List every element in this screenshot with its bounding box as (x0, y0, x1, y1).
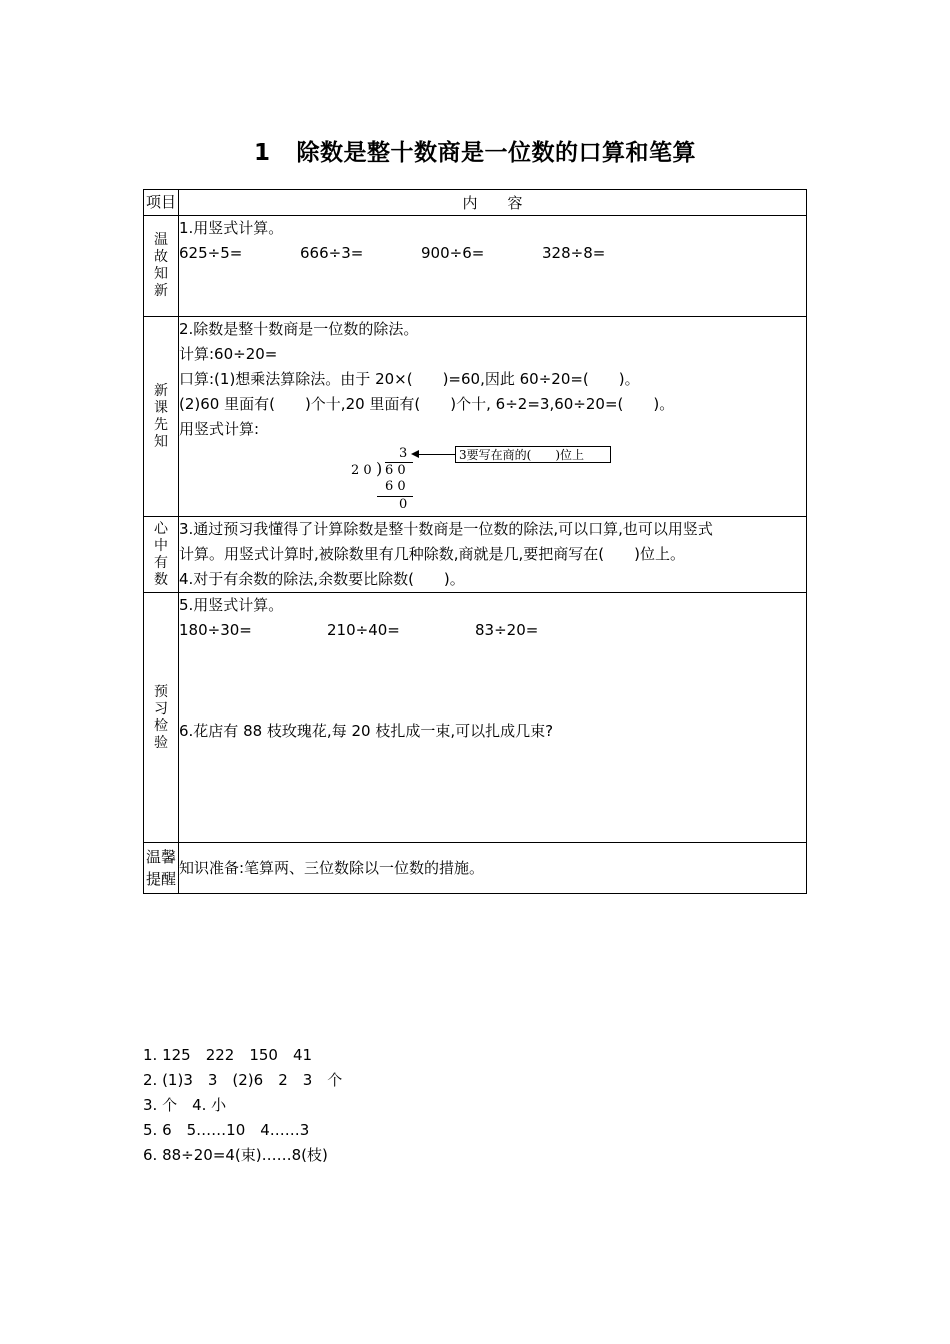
division-bracket: ) (376, 459, 383, 478)
answer-line: 5. 6 5……10 4……3 (143, 1121, 310, 1139)
question-6: 6.花店有 88 枝玫瑰花,每 20 枝扎成一束,可以扎成几束? (179, 722, 554, 740)
row-content (179, 517, 807, 593)
expressions-1 (179, 241, 806, 266)
expressions-5 (179, 618, 806, 643)
table-row (144, 317, 807, 517)
header-item: 项目 (144, 190, 179, 216)
table-row (144, 593, 807, 843)
callout-box: 3要写在商的( )位上 (455, 446, 611, 463)
row-label-text: 新课先知 (154, 382, 168, 450)
answer-line: 6. 88÷20=4(束)……8(枝) (143, 1146, 328, 1164)
remainder: 0 (399, 497, 408, 512)
expr: 900÷6= (421, 244, 485, 262)
answer-key (143, 1043, 342, 1168)
expr: 328÷8= (542, 244, 606, 262)
question-2-oral: 口算:(1)想乘法算除法。由于 20×( )=60,因此 60÷20=( )。 (179, 370, 640, 388)
table-row (144, 517, 807, 593)
answer-line: 1. 125 222 150 41 (143, 1046, 313, 1064)
arrow-line (417, 454, 455, 455)
row-label (144, 517, 179, 593)
row-label-text: 温馨提醒 (145, 848, 176, 888)
title-number: 1 (253, 140, 271, 166)
expr: 666÷3= (300, 244, 364, 262)
question-2-vertical: 用竖式计算: (179, 420, 260, 438)
expr: 83÷20= (475, 621, 539, 639)
question-5: 5.用竖式计算。 (179, 596, 284, 614)
question-3b: 计算。用竖式计算时,被除数里有几种除数,商就是几,要把商写在( )位上。 (179, 545, 686, 563)
answer-line: 2. (1)3 3 (2)6 2 3 个 (143, 1071, 343, 1089)
dividend: 6 0 (385, 463, 406, 478)
lesson-table (143, 189, 807, 894)
row-label-text: 心中有数 (154, 520, 168, 588)
row-label (144, 216, 179, 317)
row-content (179, 843, 807, 894)
row-label (144, 843, 179, 894)
product: 6 0 (385, 479, 406, 494)
long-division-figure (349, 444, 789, 516)
table-row (144, 843, 807, 894)
row-content (179, 317, 807, 517)
expr: 625÷5= (179, 244, 243, 262)
table-row (144, 216, 807, 317)
reminder-text: 知识准备:笔算两、三位数除以一位数的措施。 (179, 858, 485, 877)
answer-line: 3. 个 4. 小 (143, 1096, 227, 1114)
subtraction-line (377, 496, 413, 497)
divisor: 2 0 (351, 463, 372, 478)
row-label (144, 593, 179, 843)
question-1: 1.用竖式计算。 (179, 219, 284, 237)
row-content (179, 593, 807, 843)
row-label-text: 温故知新 (154, 232, 168, 299)
row-label (144, 317, 179, 517)
quotient: 3 (399, 446, 408, 461)
row-content (179, 216, 807, 317)
question-2: 2.除数是整十数商是一位数的除法。 (179, 320, 419, 338)
question-3a: 3.通过预习我懂得了计算除数是整十数商是一位数的除法,可以口算,也可以用竖式 (179, 520, 713, 538)
row-label-text: 预习检验 (154, 683, 168, 751)
expr: 180÷30= (179, 621, 252, 639)
question-2-calc: 计算:60÷20= (179, 345, 278, 363)
question-2-tens: (2)60 里面有( )个十,20 里面有( )个十, 6÷2=3,60÷20=( )。 (179, 395, 675, 413)
header-content: 内 容 (179, 190, 807, 216)
title-text: 除数是整十数商是一位数的口算和笔算 (296, 140, 696, 166)
question-4: 4.对于有余数的除法,余数要比除数( )。 (179, 570, 465, 588)
table-header-row (144, 190, 807, 216)
page-title (0, 134, 950, 167)
expr: 210÷40= (327, 621, 400, 639)
